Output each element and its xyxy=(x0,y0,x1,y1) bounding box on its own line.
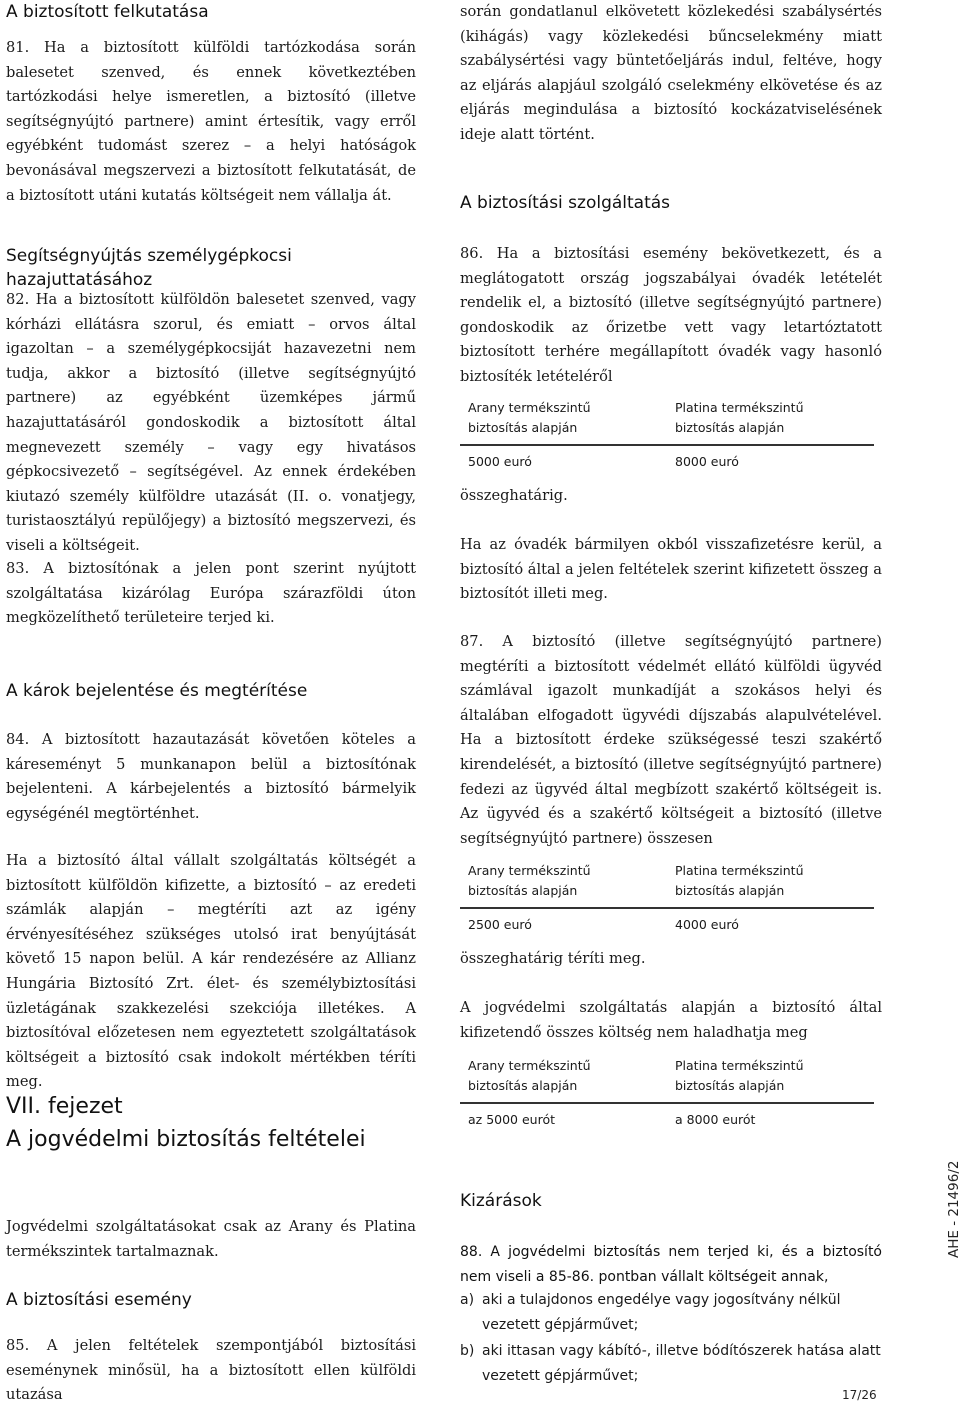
table-value-row xyxy=(460,1104,874,1130)
paragraph-85: 85. A jelen feltételek szempontjából biztosítási eseménynek minősül, ha a biztosított ellen külföldi utazása xyxy=(6,1337,416,1404)
paragraph-86b: Ha az óvadék bármilyen okból visszafizetésre kerül, a biztosító által a jelen feltételek szerint kifizetett összeg a biztosítót illeti meg. xyxy=(460,536,882,603)
table-value-platina: a 8000 eurót xyxy=(675,1111,756,1127)
table-value-arany: 2500 euró xyxy=(468,916,532,932)
exclusions-list xyxy=(460,1288,882,1388)
table-header-arany: Arany termékszintű biztosítás alapján xyxy=(468,400,591,435)
list-marker: b) xyxy=(460,1343,475,1360)
table-osszes-koltseg xyxy=(460,1052,874,1130)
paragraph-87: 87. A biztosító (illetve segítségnyújtó partnere) megtéríti a biztosított védelmét ellátó külföldi ügyvéd számlával igazolt munkadíját a szokásos helyi és általában elfogadott ügyvédi díjszabás alapulvételével. Ha a biztosított érdeke szükségessé teszi szakértő kirendelését, a biztosító (illetve segítségnyújtó partnere) fedezi az ügyvéd által megbízott szakértő költségeit is. Az ügyvéd és a szakértő költségeit a biztosító (illetve segítségnyújtó partnere) összesen xyxy=(460,633,882,847)
list-text: aki ittasan vagy kábító-, illetve bódítószerek hatása alatt vezetett gépjárművet; xyxy=(482,1343,881,1384)
paragraph-osszeghatarig: összeghatárig. xyxy=(460,487,568,504)
table-header-arany: Arany termékszintű biztosítás alapján xyxy=(468,1058,591,1093)
paragraph-osszeghatarig-teriti: összeghatárig téríti meg. xyxy=(460,950,646,967)
table-ugyved xyxy=(460,857,874,935)
list-text: aki a tulajdonos engedélye vagy jogosítvány nélkül vezetett gépjárművet; xyxy=(482,1292,841,1333)
heading-biztositasi-szolgaltatas: A biztosítási szolgáltatás xyxy=(460,193,671,213)
paragraph-86: 86. Ha a biztosítási esemény bekövetkezett, és a meglátogatott ország jogszabályai óvadék letételét rendelik el, a biztosító (illetve segítségnyújtó partnere) gondoskodik az őrizetbe vett vagy letartóztatott biztosított terhére megállapított óvadék vagy hasonló biztosíték letételéről xyxy=(460,245,882,385)
list-item-a xyxy=(460,1288,882,1337)
chapter-number: VII. fejezet xyxy=(6,1094,123,1119)
heading-kizarasok: Kizárások xyxy=(460,1191,542,1211)
table-header-row xyxy=(460,857,874,907)
heading-biztositott-felkutatasa: A biztosított felkutatása xyxy=(6,2,209,22)
table-ovadek xyxy=(460,394,874,472)
table-value-arany: az 5000 eurót xyxy=(468,1111,556,1127)
paragraph-83: 83. A biztosítónak a jelen pont szerint nyújtott szolgáltatása kizárólag Európa szárazföldi úton megközelíthető területeire terjed ki. xyxy=(6,560,416,627)
page-number: 17/26 xyxy=(842,1388,877,1402)
paragraph-88: 88. A jogvédelmi biztosítás nem terjed ki, és a biztosító nem viseli a 85-86. pontban vállalt költségeit annak, xyxy=(460,1244,882,1285)
table-header-platina: Platina termékszintű biztosítás alapján xyxy=(675,863,804,898)
table-value-row xyxy=(460,446,874,472)
list-marker: a) xyxy=(460,1292,475,1308)
table-header-row xyxy=(460,394,874,444)
paragraph-85-continued: során gondatlanul elkövetett közlekedési szabálysértés (kihágás) vagy közlekedési bűncselekmény miatt szabálysértési vagy büntetőeljárás indul, feltéve, hogy az eljárás alapjául szolgáló cselekmény elkövetése és az eljárás megindulása a biztosító kockázatviselésének ideje alatt történt. xyxy=(460,3,882,143)
table-header-platina: Platina termékszintű biztosítás alapján xyxy=(675,400,804,435)
heading-karok-bejelentese: A károk bejelentése és megtérítése xyxy=(6,681,308,701)
chapter-title: A jogvédelmi biztosítás feltételei xyxy=(6,1127,366,1152)
table-value-platina: 4000 euró xyxy=(675,916,739,932)
paragraph-84: 84. A biztosított hazautazását követően köteles a káreseményt 5 munkanapon belül a biztosítónak bejelenteni. A kárbejelentés a biztosító bármelyik egységénél megtörténhet. xyxy=(6,731,416,822)
table-value-row xyxy=(460,909,874,935)
list-item-b xyxy=(460,1339,882,1388)
paragraph-81: 81. Ha a biztosított külföldi tartózkodása során balesetet szenved, és ennek következtében tartózkodási helye ismeretlen, a biztosító (illetve segítségnyújtó partnere) amint értesítik, vagy erről egyébként tudomást szerez – a helyi hatóságok bevonásával megszervezi a biztosított felkutatását, de a biztosított utáni kutatás költségeit nem vállalja át. xyxy=(6,39,416,204)
table-value-arany: 5000 euró xyxy=(468,453,532,469)
document-code: AHE - 21496/2 xyxy=(946,1160,962,1258)
paragraph-87b: A jogvédelmi szolgáltatás alapján a biztosító által kifizetendő összes költség nem haladhatja meg xyxy=(460,999,882,1041)
paragraph-84b: Ha a biztosító által vállalt szolgáltatás költségét a biztosított külföldön kifizette, a biztosító – az eredeti számlák alapján – megtéríti azt az igény érvényesítéséhez szükséges utolsó irat benyújtását követő 15 napon belül. A kár rendezésére az Allianz Hungária Biztosító Zrt. élet- és személybiztosítási üzletágának szakkezelési szekciója illetékes. A biztosítóval előzetesen nem egyeztetett szolgáltatások költségeit a biztosító csak indokolt mértékben téríti meg. xyxy=(6,852,416,1091)
table-header-arany: Arany termékszintű biztosítás alapján xyxy=(468,863,591,898)
table-header-row xyxy=(460,1052,874,1102)
paragraph-jogvedelmi: Jogvédelmi szolgáltatásokat csak az Arany és Platina termékszintek tartalmaznak. xyxy=(6,1218,416,1260)
table-header-platina: Platina termékszintű biztosítás alapján xyxy=(675,1058,804,1093)
heading-biztositasi-esemeny: A biztosítási esemény xyxy=(6,1290,192,1310)
paragraph-82: 82. Ha a biztosított külföldön balesetet szenved, vagy kórházi ellátásra szorul, és emiatt – orvos által igazoltan – a személygépkocsiját hazavezetni nem tudja, akkor a biztosító (illetve segítségnyújtó partnere) az egyébként üzemképes jármű hazajuttatásáról gondoskodik a biztosított által megnevezett személy – vagy egy hivatásos gépkocsivezető – segítségével. Az ennek érdekében kiutazó személy külföldre utazását (II. o. vonatjegy, turistaosztályú repülőjegy) a biztosító megszervezi, és viseli a költségeit. xyxy=(6,291,416,554)
table-value-platina: 8000 euró xyxy=(675,453,739,469)
heading-segitsegnyujtas: Segítségnyújtás személygépkocsi hazajuttatásához xyxy=(6,246,292,290)
